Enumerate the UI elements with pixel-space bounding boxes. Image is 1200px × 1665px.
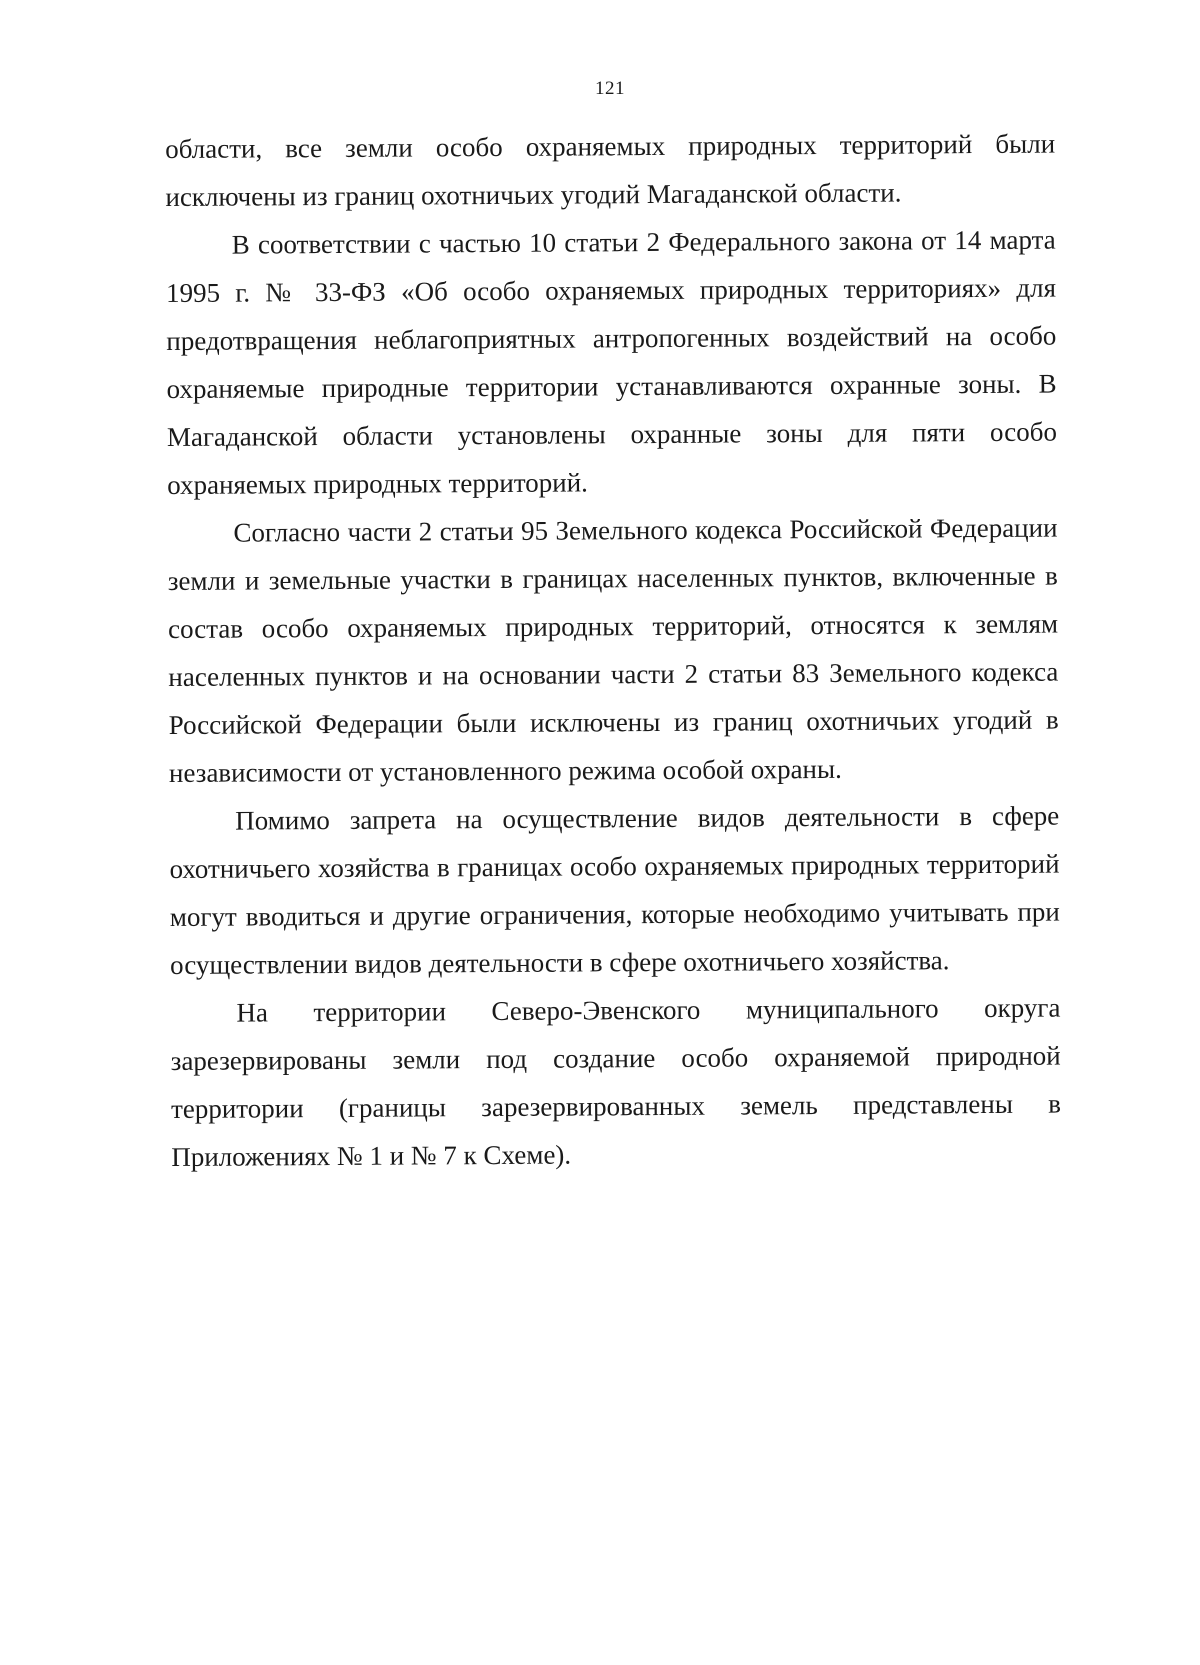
paragraph-2: В соответствии с частью 10 статьи 2 Федерального закона от 14 марта 1995 г. № 33-ФЗ «Об особо охраняемых природных территориях» для предотвращения неблагоприятных антропогенных воздействий на особо охраняемые природные территории устанавливаются охранные зоны. В Магаданской области установлены охранные зоны для пяти особо охраняемых природных территорий. xyxy=(165,224,1057,500)
page-number: 121 xyxy=(595,78,625,99)
paragraph-3: Согласно части 2 статьи 95 Земельного кодекса Российской Федерации земли и земельные участки в границах населенных пунктов, включенные в состав особо охраняемых природных территорий, относятся к землям населенных пунктов и на основании части 2 статьи 83 Земельного кодекса Российской Федерации были исключены из границ охотничьих угодий в независимости от установленного режима особой охраны. xyxy=(167,512,1059,788)
paragraph-4: Помимо запрета на осуществление видов деятельности в сфере охотничьего хозяйства в границах особо охраняемых природных территорий могут вводиться и другие ограничения, которые необходимо учитывать при осуществлении видов деятельности в сфере охотничьего хозяйства. xyxy=(169,800,1060,980)
body-text xyxy=(165,120,1061,1181)
paragraph-5: На территории Северо-Эвенского муниципального округа зарезервированы земли под создание особо охраняемой природной территории (границы зарезервированных земель представлены в Приложениях № 1 и № 7 к Схеме). xyxy=(170,992,1062,1172)
paragraph-1: области, все земли особо охраняемых природных территорий были исключены из границ охотничьих угодий Магаданской области. xyxy=(165,128,1056,212)
